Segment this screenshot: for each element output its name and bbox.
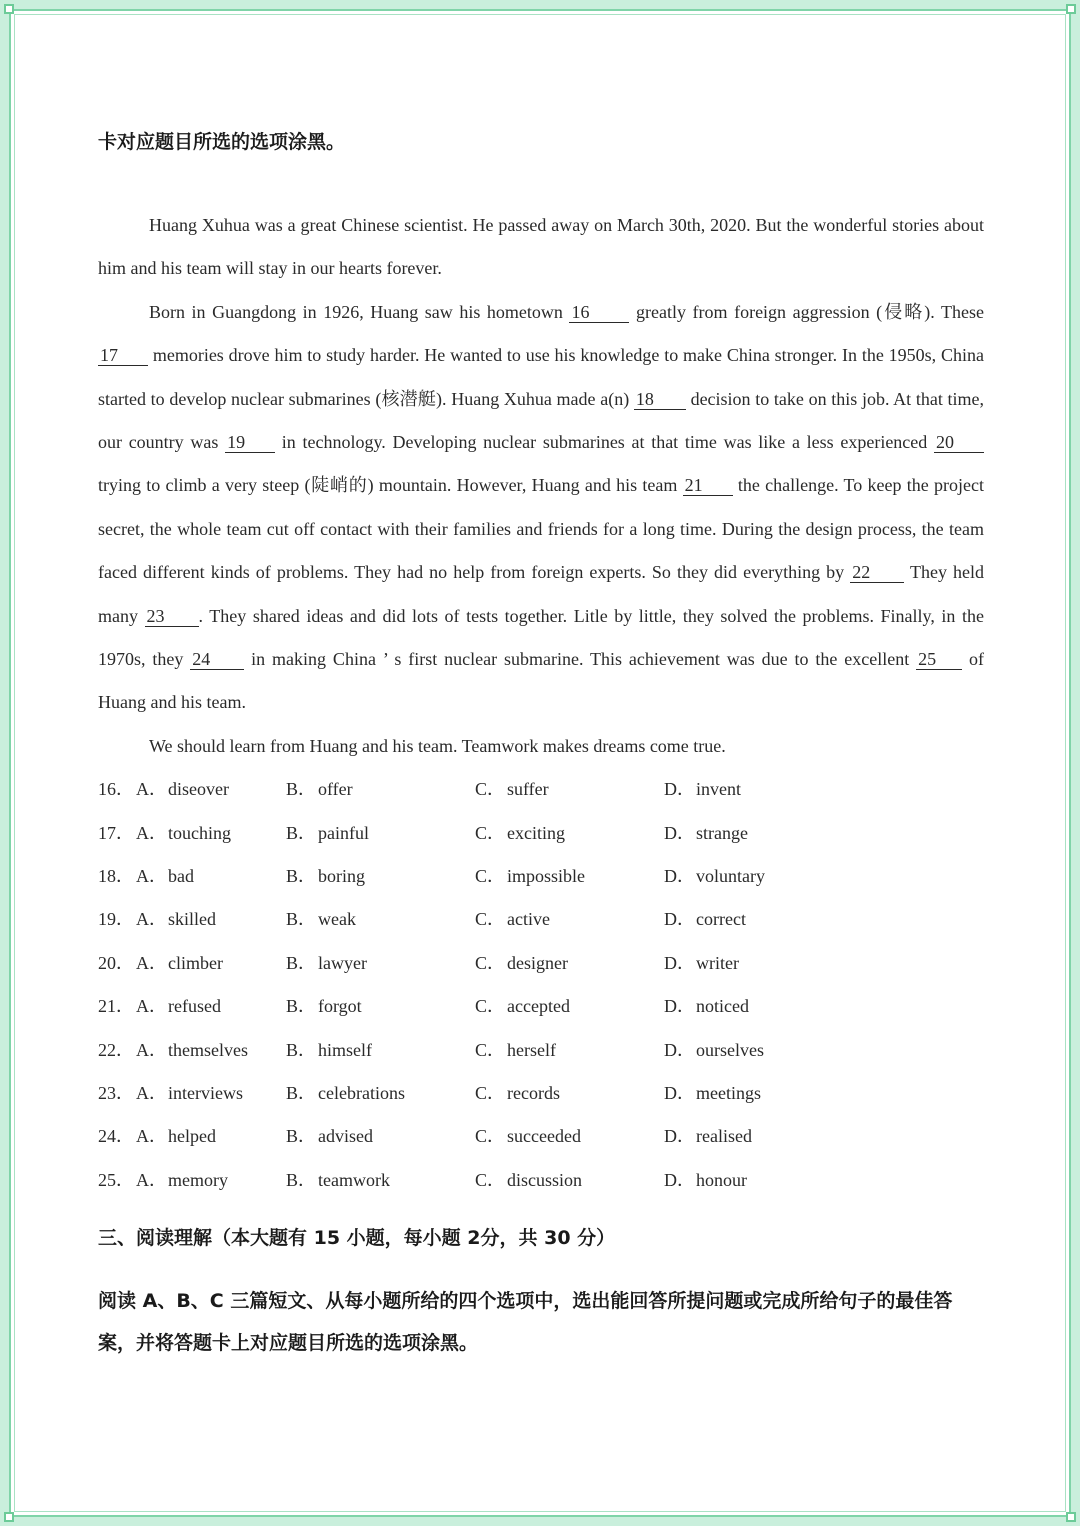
option-letter: A． — [136, 866, 167, 887]
document-content — [98, 120, 984, 1364]
option-text: realised — [696, 1126, 752, 1147]
option-text: helped — [168, 1126, 216, 1147]
question-number: 18． — [98, 866, 134, 887]
cloze-passage — [98, 204, 984, 768]
option-d — [664, 768, 741, 811]
option-letter: A． — [136, 952, 167, 973]
option-text: honour — [696, 1169, 747, 1190]
option-text: climber — [168, 952, 223, 973]
option-letter: C． — [475, 996, 506, 1017]
corner-ornament — [1066, 1512, 1076, 1522]
option-row — [98, 1029, 984, 1072]
question-number: 21． — [98, 996, 134, 1017]
passage-text: trying to climb a very steep (陡峭的) mountain. However, Huang and his team — [98, 475, 683, 496]
passage-text: . They shared ideas and did lots of tests together. Litle by little, they solved the problems. Finally, in the 1970s, they — [98, 605, 984, 670]
option-text: themselves — [168, 1039, 248, 1060]
option-letter: D． — [664, 952, 695, 973]
options-list — [98, 768, 984, 1202]
option-b — [286, 1072, 405, 1115]
blank-16: 16 — [569, 302, 629, 323]
option-a — [136, 1159, 228, 1202]
passage-paragraph-2 — [98, 291, 984, 725]
option-text: active — [507, 909, 550, 930]
option-letter: D． — [664, 996, 695, 1017]
option-text: weak — [318, 909, 356, 930]
option-letter: B． — [286, 1126, 317, 1147]
option-row — [98, 898, 984, 941]
section-reading — [98, 1216, 984, 1364]
blank-24: 24 — [190, 649, 244, 670]
option-letter: D． — [664, 779, 695, 800]
passage-text: Born in Guangdong in 1926, Huang saw his hometown — [149, 301, 570, 322]
option-letter: B． — [286, 779, 317, 800]
option-letter: B． — [286, 1169, 317, 1190]
option-letter: C． — [475, 822, 506, 843]
option-d — [664, 898, 746, 941]
option-a — [136, 855, 194, 898]
passage-text: in making China ’ s first nuclear submarine. This achievement was due to the excellent — [244, 649, 917, 670]
option-text: writer — [696, 952, 739, 973]
option-text: himself — [318, 1039, 372, 1060]
option-letter: A． — [136, 822, 167, 843]
option-letter: A． — [136, 996, 167, 1017]
option-text: records — [507, 1083, 560, 1104]
header-instruction-fragment: 卡对应题目所选的选项涂黑。 — [98, 131, 346, 153]
section-instruction: 阅读 A、B、C 三篇短文、从每小题所给的四个选项中，选出能回答所提问题或完成所给句子的最佳答案，并将答题卡上对应题目所选的选项涂黑。 — [98, 1290, 953, 1355]
option-text: accepted — [507, 996, 570, 1017]
option-text: touching — [168, 822, 231, 843]
question-number: 20． — [98, 952, 134, 973]
blank-23: 23 — [145, 606, 199, 627]
option-c — [475, 942, 568, 985]
option-text: lawyer — [318, 952, 367, 973]
option-text: suffer — [507, 779, 549, 800]
option-b — [286, 855, 365, 898]
option-text: voluntary — [696, 866, 765, 887]
option-text: invent — [696, 779, 741, 800]
option-text: impossible — [507, 866, 586, 887]
option-d — [664, 1115, 752, 1158]
option-text: diseover — [168, 779, 229, 800]
option-text: correct — [696, 909, 746, 930]
option-b — [286, 1029, 372, 1072]
option-letter: D． — [664, 1169, 695, 1190]
option-text: painful — [318, 822, 369, 843]
blank-17: 17 — [98, 345, 148, 366]
question-number: 22． — [98, 1039, 134, 1060]
passage-text: in technology. Developing nuclear submarines at that time was like a less experienced — [275, 432, 934, 453]
option-c — [475, 855, 585, 898]
passage-paragraph-1: Huang Xuhua was a great Chinese scientist. He passed away on March 30th, 2020. But the wonderful stories about him and his team will stay in our hearts forever. — [98, 215, 984, 279]
option-c — [475, 1115, 581, 1158]
option-text: exciting — [507, 822, 565, 843]
option-letter: A． — [136, 1169, 167, 1190]
option-d — [664, 855, 765, 898]
option-b — [286, 1159, 390, 1202]
option-d — [664, 812, 748, 855]
option-letter: C． — [475, 1126, 506, 1147]
option-text: memory — [168, 1169, 228, 1190]
option-b — [286, 768, 353, 811]
option-letter: C． — [475, 866, 506, 887]
option-a — [136, 898, 216, 941]
option-letter: B． — [286, 822, 317, 843]
option-letter: C． — [475, 952, 506, 973]
option-letter: D． — [664, 822, 695, 843]
option-b — [286, 942, 367, 985]
passage-text: greatly from foreign aggression (侵略). These — [629, 301, 984, 322]
option-b — [286, 898, 356, 941]
option-a — [136, 1029, 248, 1072]
option-row — [98, 768, 984, 811]
passage-text: They held many — [98, 562, 984, 626]
option-letter: C． — [475, 1169, 506, 1190]
question-number: 17． — [98, 822, 134, 843]
option-a — [136, 812, 231, 855]
passage-text: memories drove him to study harder. He wanted to use his knowledge to make China stronger. In the 1950s, China started to develop nuclear submarines (核潜艇). Huang Xuhua made a(n) — [98, 345, 984, 409]
option-c — [475, 985, 570, 1028]
option-text: boring — [318, 866, 365, 887]
option-row — [98, 855, 984, 898]
option-letter: C． — [475, 909, 506, 930]
option-d — [664, 1159, 747, 1202]
option-c — [475, 812, 565, 855]
option-a — [136, 985, 221, 1028]
option-letter: C． — [475, 1039, 506, 1060]
section-title: 三、阅读理解（本大题有 15 小题，每小题 2分，共 30 分） — [98, 1227, 616, 1250]
passage-paragraph-3: We should learn from Huang and his team. Teamwork makes dreams come true. — [149, 735, 726, 756]
option-text: celebrations — [318, 1083, 405, 1104]
option-text: succeeded — [507, 1126, 581, 1147]
option-text: designer — [507, 952, 568, 973]
option-a — [136, 1115, 216, 1158]
option-letter: D． — [664, 1039, 695, 1060]
option-c — [475, 1029, 556, 1072]
option-text: bad — [168, 866, 194, 887]
passage-text: of Huang and his team. — [98, 649, 985, 713]
option-b — [286, 1115, 373, 1158]
option-c — [475, 1159, 582, 1202]
option-b — [286, 985, 362, 1028]
blank-19: 19 — [225, 432, 275, 453]
blank-18: 18 — [634, 389, 686, 410]
blank-25: 25 — [916, 649, 962, 670]
option-d — [664, 985, 749, 1028]
option-text: meetings — [696, 1083, 761, 1104]
question-number: 16． — [98, 779, 134, 800]
option-letter: D． — [664, 866, 695, 887]
option-row — [98, 985, 984, 1028]
blank-20: 20 — [934, 432, 984, 453]
option-letter: B． — [286, 909, 317, 930]
option-row — [98, 1159, 984, 1202]
option-d — [664, 942, 739, 985]
option-text: skilled — [168, 909, 216, 930]
option-letter: C． — [475, 1083, 506, 1104]
option-a — [136, 942, 223, 985]
option-text: offer — [318, 779, 353, 800]
option-letter: A． — [136, 1039, 167, 1060]
option-letter: A． — [136, 779, 167, 800]
option-text: forgot — [318, 996, 362, 1017]
question-number: 19． — [98, 909, 134, 930]
option-text: refused — [168, 996, 221, 1017]
option-row — [98, 1072, 984, 1115]
option-letter: D． — [664, 909, 695, 930]
option-d — [664, 1072, 761, 1115]
option-text: noticed — [696, 996, 749, 1017]
option-text: ourselves — [696, 1039, 764, 1060]
question-number: 23． — [98, 1083, 134, 1104]
option-c — [475, 768, 549, 811]
option-letter: B． — [286, 996, 317, 1017]
passage-text: decision to take on this job. At that time, our country was — [98, 388, 984, 453]
option-text: discussion — [507, 1169, 583, 1190]
corner-ornament — [4, 1512, 14, 1522]
option-letter: D． — [664, 1126, 695, 1147]
option-text: interviews — [168, 1083, 243, 1104]
option-letter: B． — [286, 952, 317, 973]
blank-22: 22 — [850, 562, 904, 583]
option-b — [286, 812, 369, 855]
option-letter: A． — [136, 1126, 167, 1147]
option-row — [98, 942, 984, 985]
option-letter: D． — [664, 1083, 695, 1104]
blank-21: 21 — [683, 475, 733, 496]
option-row — [98, 812, 984, 855]
option-text: advised — [318, 1126, 373, 1147]
option-letter: B． — [286, 1039, 317, 1060]
option-text: herself — [507, 1039, 556, 1060]
option-letter: A． — [136, 909, 167, 930]
option-c — [475, 898, 550, 941]
option-letter: C． — [475, 779, 506, 800]
option-text: teamwork — [318, 1169, 390, 1190]
passage-text: the challenge. To keep the project secret, the whole team cut off contact with their families and friends for a long time. During the design process, the team faced different kinds of problems. They had no help from foreign experts. So they did everything by — [98, 475, 985, 583]
option-letter: B． — [286, 1083, 317, 1104]
question-number: 25． — [98, 1169, 134, 1190]
option-c — [475, 1072, 560, 1115]
corner-ornament — [1066, 4, 1076, 14]
option-a — [136, 1072, 243, 1115]
option-letter: B． — [286, 866, 317, 887]
option-letter: A． — [136, 1083, 167, 1104]
corner-ornament — [4, 4, 14, 14]
option-row — [98, 1115, 984, 1158]
option-a — [136, 768, 229, 811]
option-d — [664, 1029, 764, 1072]
option-text: strange — [696, 822, 748, 843]
question-number: 24． — [98, 1126, 134, 1147]
